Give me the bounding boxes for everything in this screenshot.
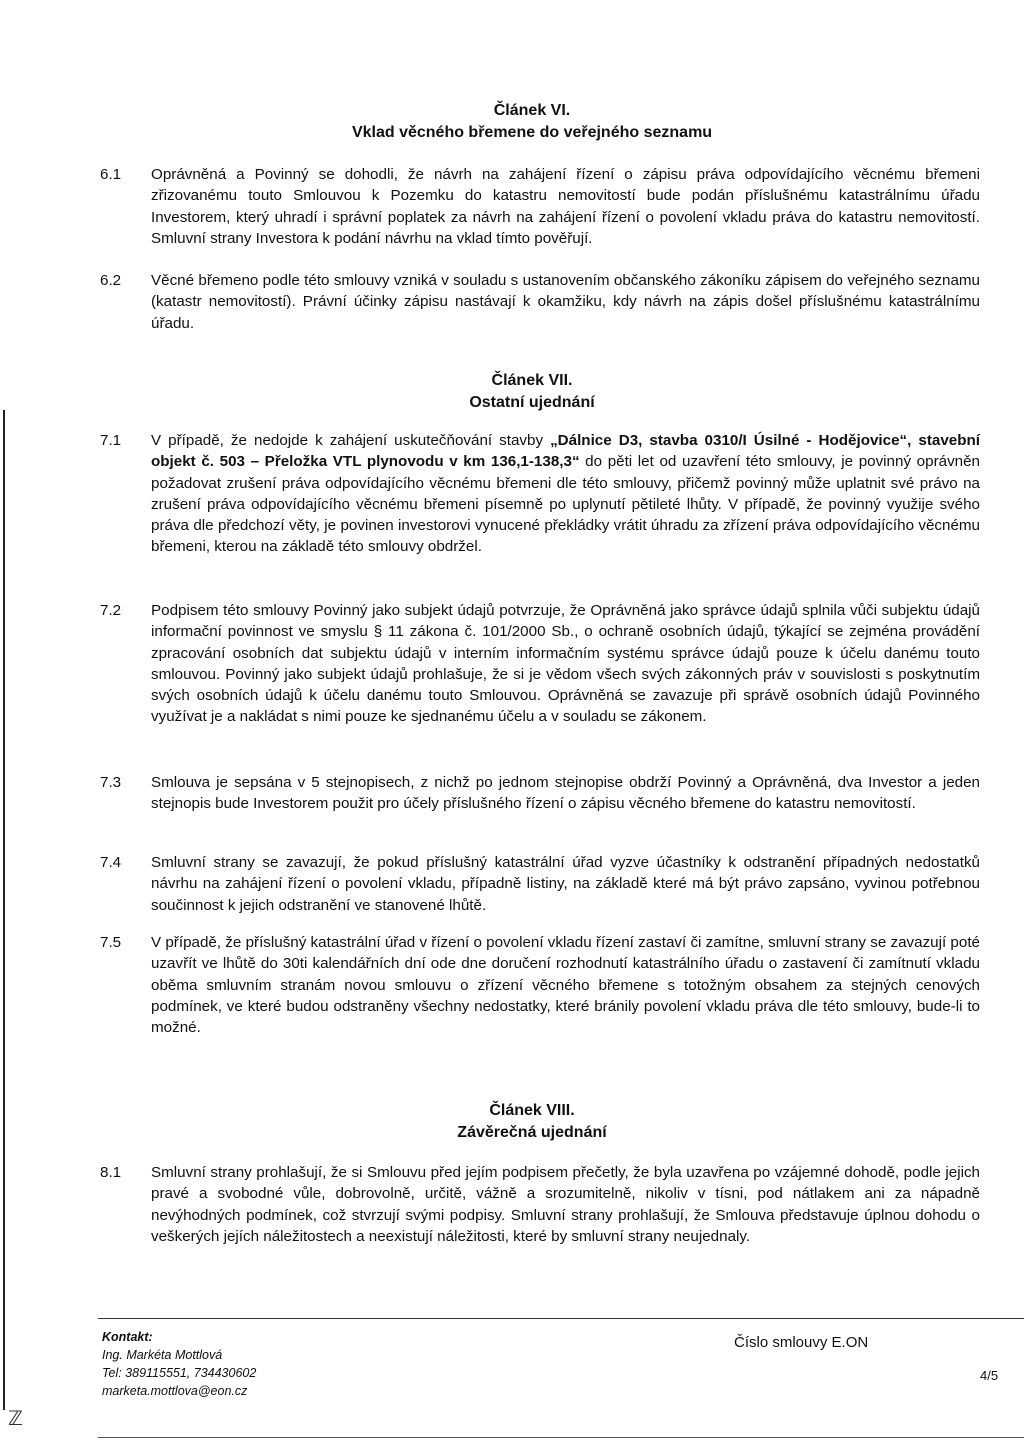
footer-contract-number: Číslo smlouvy E.ON [734, 1334, 869, 1351]
paragraph-7-5 [100, 932, 980, 1038]
paragraph-text: Podpisem této smlouvy Povinný jako subjekt údajů potvrzuje, že Oprávněná jako správce údajů splnila vůči subjektu údajů informační povinnost ve smyslu § 11 zákona č. 101/2000 Sb., o ochraně osobních údajů, týkající se zejména provádění zpracování osobních dat subjektu údajů v interním informačním systému správce údajů pouze k účelu danému touto smlouvou. Povinný jako subjekt údajů prohlašuje, že si je vědom všech svých zákonných práv v souvislosti s poskytnutím svých osobních údajů k účelu danému touto Smlouvou. Oprávněná se zavazuje při správě osobních údajů Povinného využívat je a nakládat s nimi pouze ke sjednanému účelu a v souladu se zákonem. [151, 602, 980, 726]
paragraph-number: 7.1 [100, 432, 122, 449]
article-vii-title: Ostatní ujednání [469, 394, 595, 411]
footer-contact-label: Kontakt: [102, 1330, 153, 1344]
article-vii-number: Článek VII. [491, 372, 573, 389]
paragraph-7-4 [100, 852, 980, 916]
paragraph-text-pre: V případě, že nedojde k zahájení uskutečňování stavby [151, 432, 551, 449]
article-viii-heading [0, 1100, 1024, 1144]
paragraph-6-1 [100, 164, 980, 249]
footer-contact-block [102, 1328, 256, 1400]
article-vii-heading [0, 370, 1024, 414]
footer-bottom-divider [98, 1437, 1024, 1438]
paragraph-text [151, 430, 980, 558]
paragraph-text: V případě, že příslušný katastrální úřad v řízení o povolení vkladu řízení zastaví či zamítne, smluvní strany se zavazují poté uzavřít ve lhůtě do 30ti kalendářních dní ode dne doručení rozhodnutí katastrálního úřadu o zastavení či zamítnutí vkladu oběma smluvním stranám novou smlouvu o zřízení věcného břemene s totožným obsahem za stejných cenových podmínek, ve které budou odstraněny všechny nedostatky, které bránily povolení vkladu práva dle této smlouvy, bude-li to možné. [151, 934, 980, 1037]
scan-edge-line [3, 410, 5, 1410]
paragraph-text-post: do pěti let od uzavření této smlouvy, je povinný oprávněn požadovat zrušení práva odpovídajícího věcnému břemeni dle této smlouvy, přičemž povinný může uplatnit své právo na zrušení práva odpovídajícího věcnému břemeni písemně po uplynutí pětileté lhůty. V případě, že povinný využije svého práva dle předchozí věty, je povinen investorovi vynucené překládky vrátit úhradu za zřízení práva odpovídajícího věcnému břemeni, kterou na základě této smlouvy obdržel. [151, 453, 981, 556]
footer-contact-phone: Tel: 389115551, 734430602 [102, 1366, 257, 1380]
article-viii-title: Závěrečná ujednání [457, 1124, 607, 1141]
paragraph-number: 7.2 [100, 602, 122, 619]
paragraph-number: 6.1 [100, 166, 122, 183]
paragraph-text: Věcné břemeno podle této smlouvy vzniká v souladu s ustanovením občanského zákoníku zápisem do veřejného seznamu (katastr nemovitostí). Právní účinky zápisu nastávají k okamžiku, kdy návrh na zápis došel příslušnému katastrálnímu úřadu. [151, 272, 980, 332]
paragraph-text: Oprávněná a Povinný se dohodli, že návrh na zahájení řízení o zápisu práva odpovídajícího věcnému břemeni zřizovanému touto Smlouvou k Pozemku do katastru nemovitostí bude podán příslušnému katastrálnímu úřadu Investorem, který uhradí i správní poplatek za návrh na zahájení řízení o povolení vkladu práva do katastru nemovitostí. Smluvní strany Investora k podání návrhu na vklad tímto pověřují. [151, 166, 980, 247]
article-vi-title: Vklad věcného břemene do veřejného seznamu [351, 124, 713, 141]
paragraph-number: 7.3 [100, 774, 122, 791]
paragraph-number: 7.4 [100, 854, 122, 871]
paragraph-text-bold: „Dálnice D3, stavba 0310/I Úsilné - Hodějovice“, stavební objekt č. 503 – Přeložka VTL plynovodu v km 136,1-138,3“ [151, 432, 980, 471]
footer-page-number: 4/5 [980, 1368, 999, 1383]
paragraph-text: Smlouva je sepsána v 5 stejnopisech, z nichž po jednom stejnopise obdrží Povinný a Oprávněná, dva Investor a jeden stejnopis bude Investorem použit pro účely příslušného řízení o zápisu věcného břemene do katastru nemovitostí. [151, 774, 980, 813]
article-vi-heading [0, 100, 1024, 144]
paragraph-number: 7.5 [100, 934, 122, 951]
paragraph-7-2 [100, 600, 980, 728]
paragraph-8-1 [100, 1162, 980, 1247]
footer-contact-email: marketa.mottlova@eon.cz [102, 1384, 248, 1398]
handwritten-mark-icon: ℤ [8, 1408, 23, 1430]
paragraph-text: Smluvní strany se zavazují, že pokud příslušný katastrální úřad vyzve účastníky k odstranění případných nedostatků návrhu na zahájení řízení o povolení vkladu, případně listiny, na základě které má být právo zapsáno, vyvinou potřebnou součinnost k jejich odstranění ve stanovené lhůtě. [151, 854, 980, 914]
paragraph-number: 8.1 [100, 1164, 122, 1181]
paragraph-text: Smluvní strany prohlašují, že si Smlouvu před jejím podpisem přečetly, že byla uzavřena po vzájemné dohodě, podle jejich pravé a svobodné vůle, dobrovolně, určitě, vážně a srozumitelně, nikoliv v tísni, pod nátlakem ani za nápadně nevýhodných podmínek, což stvrzují svými podpisy. Smluvní strany prohlašují, že Smlouva představuje úplnou dohodu o veškerých jejích náležitostech a neexistují náležitosti, které by smluvní strany neujednaly. [151, 1164, 980, 1245]
paragraph-7-1 [100, 430, 980, 558]
article-vi-number: Článek VI. [493, 102, 571, 119]
footer-divider [98, 1318, 1024, 1319]
footer-contact-name: Ing. Markéta Mottlová [102, 1348, 223, 1362]
paragraph-7-3 [100, 772, 980, 815]
paragraph-6-2 [100, 270, 980, 334]
article-viii-number: Článek VIII. [489, 1102, 575, 1119]
paragraph-number: 6.2 [100, 272, 122, 289]
